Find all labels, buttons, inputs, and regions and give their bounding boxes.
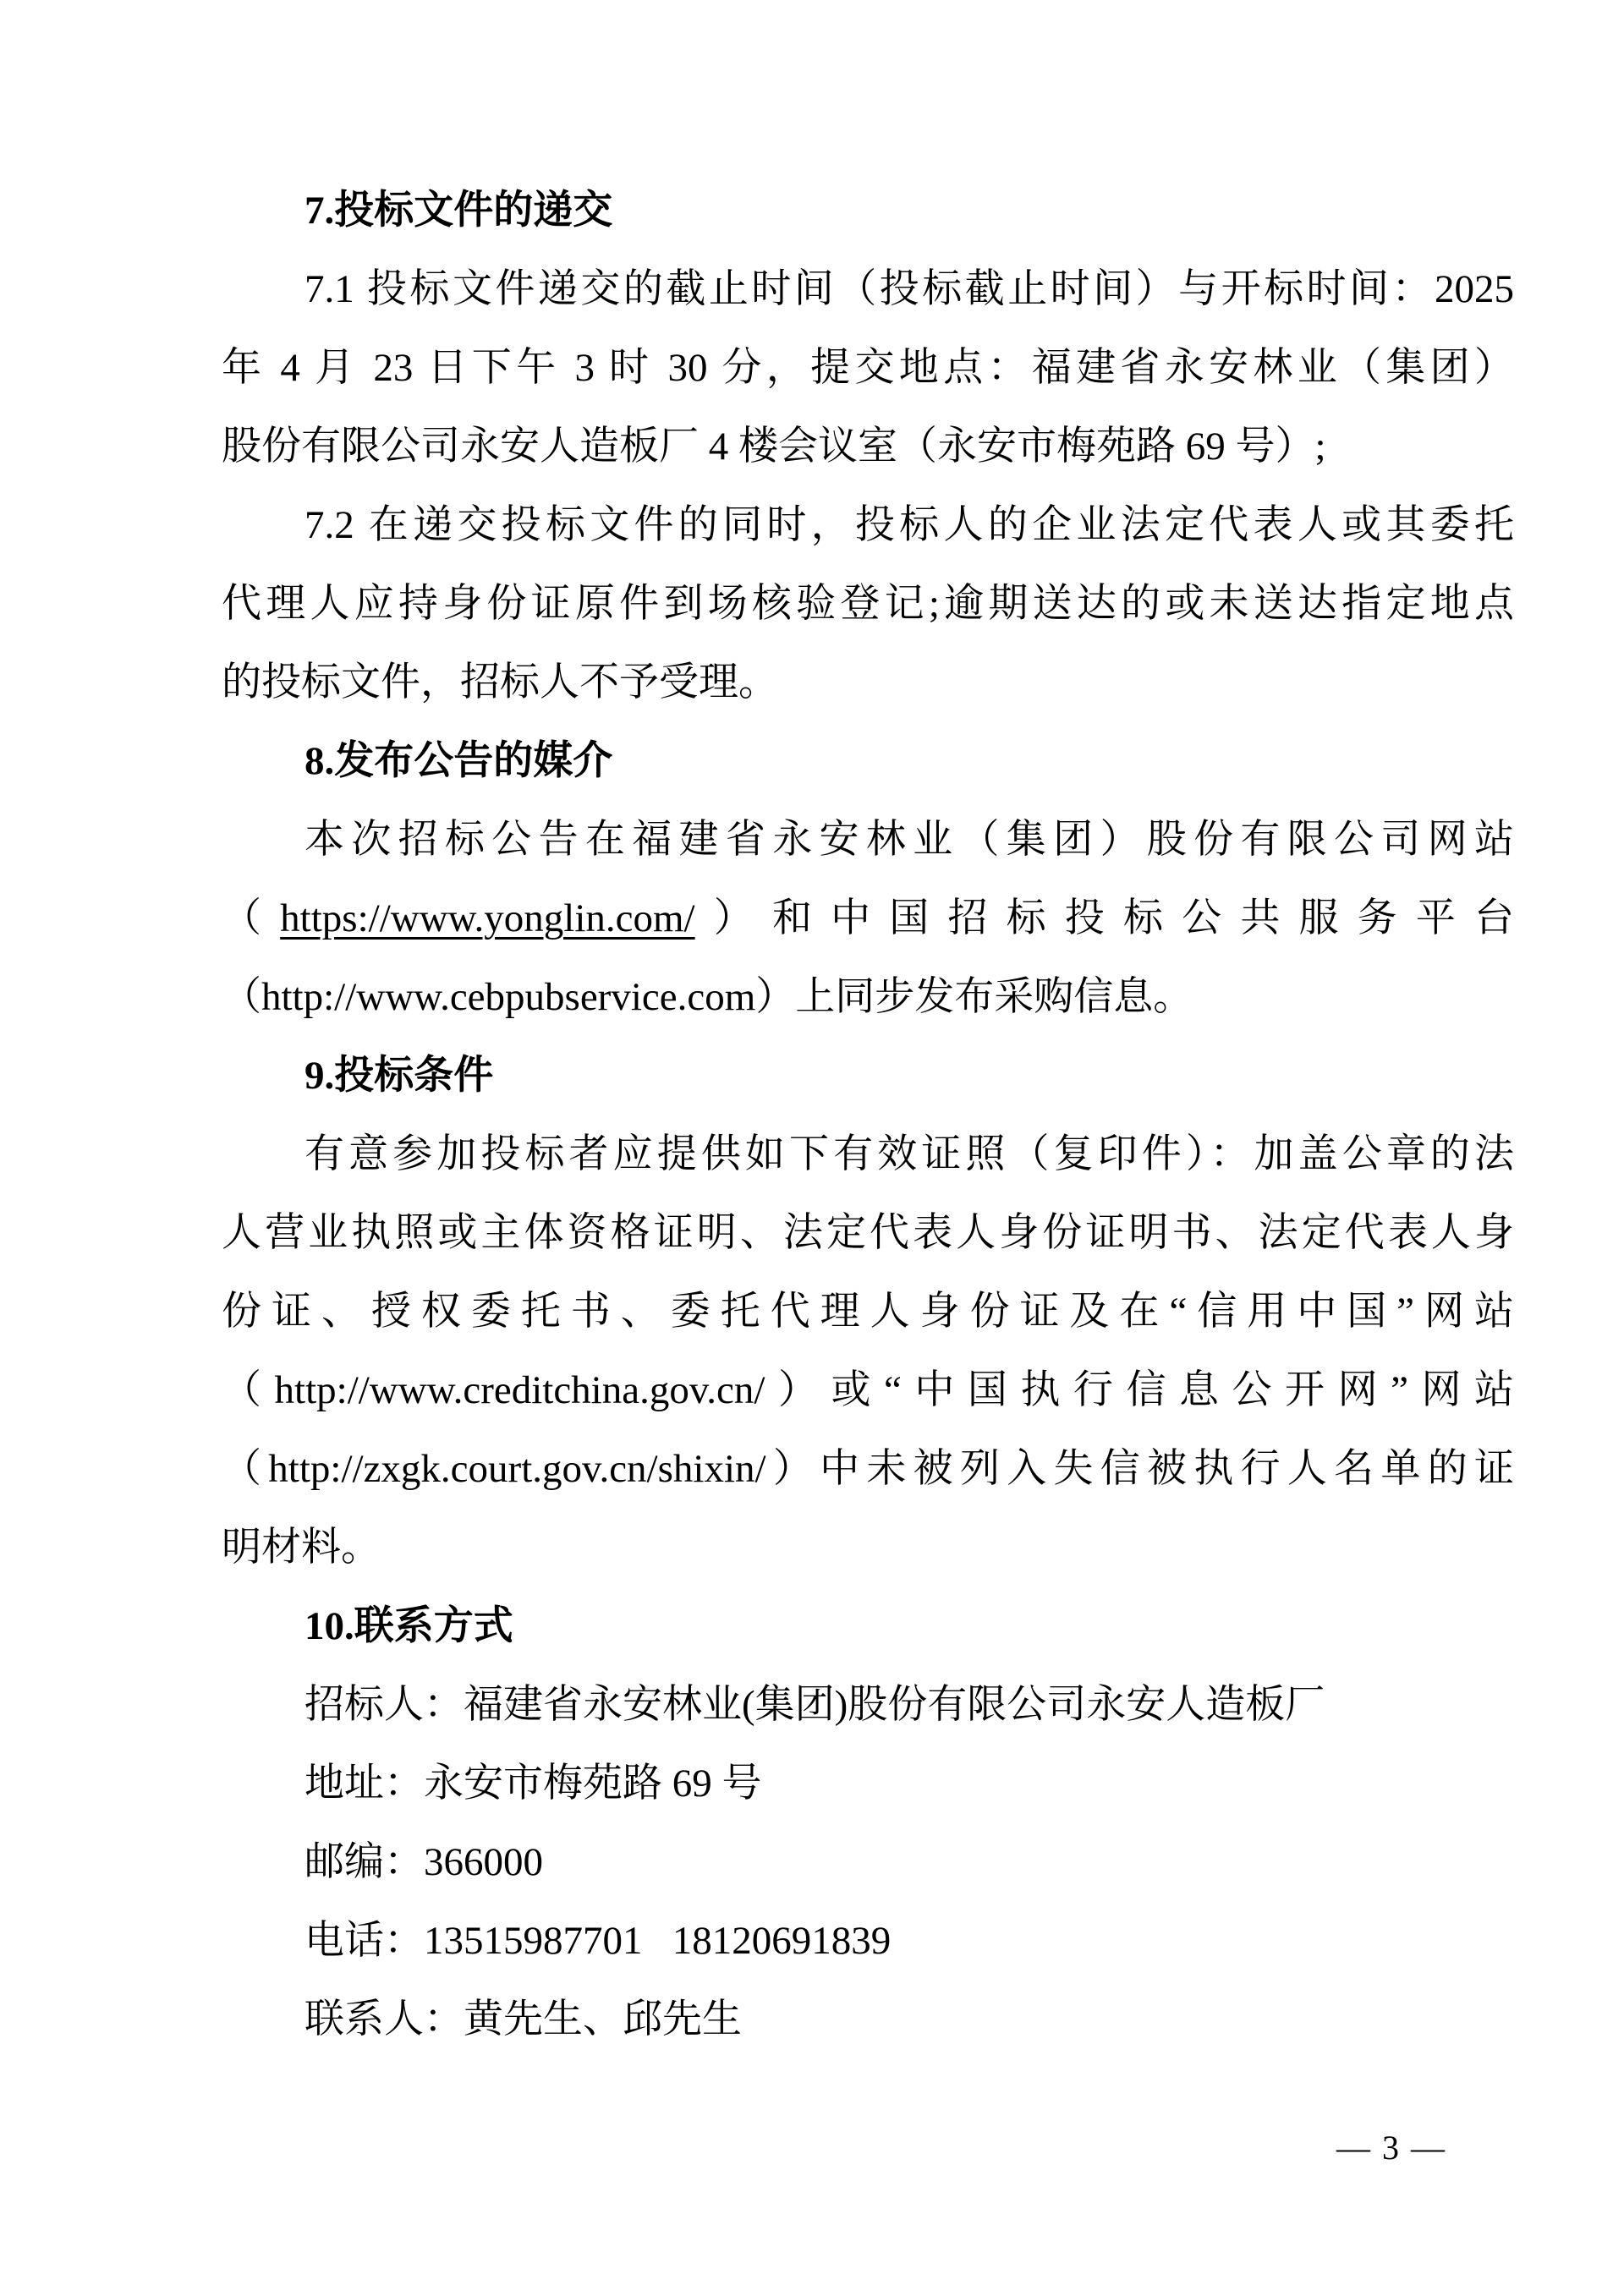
para-7-1-line-1: 7.1 投标文件递交的截止时间（投标截止时间）与开标时间：2025 [304, 267, 1514, 311]
contact-person-line: 联系人：黄先生、邱先生 [304, 1997, 742, 2041]
section-8-heading: 8.发布公告的媒介 [304, 739, 613, 783]
hyperlink-url[interactable]: https://www.yonglin.com/ [280, 896, 695, 940]
text-run: （ [222, 896, 281, 940]
page-number: — 3 — [1336, 2129, 1446, 2167]
section-10-heading: 10.联系方式 [304, 1604, 513, 1648]
para-9-line-2: 人营业执照或主体资格证明、法定代表人身份证明书、法定代表人身 [222, 1211, 1514, 1255]
section-9-heading: 9.投标条件 [304, 1054, 494, 1098]
para-8-line-3: （http://www.cebpubservice.com）上同步发布采购信息。 [222, 975, 1193, 1019]
para-9-line-4: （http://www.creditchina.gov.cn/）或“中国执行信息公开网”网站 [222, 1368, 1514, 1412]
para-9-line-6: 明材料。 [222, 1526, 381, 1570]
para-7-2-line-3: 的投标文件，招标人不予受理。 [222, 660, 778, 704]
para-8-line-1: 本次招标公告在福建省永安林业（集团）股份有限公司网站 [304, 818, 1514, 862]
section-7-heading: 7.投标文件的递交 [304, 189, 613, 233]
contact-address-line: 地址：永安市梅苑路 69 号 [304, 1762, 762, 1806]
contact-postcode-line: 邮编：366000 [304, 1840, 543, 1884]
para-8-line-2 [222, 879, 1514, 958]
para-7-2-line-1: 7.2 在递交投标文件的同时，投标人的企业法定代表人或其委托 [304, 503, 1514, 547]
para-9-line-5: （http://zxgk.court.gov.cn/shixin/）中未被列入失信被执行人名单的证 [222, 1447, 1514, 1491]
contact-tenderer-line: 招标人：福建省永安林业(集团)股份有限公司永安人造板厂 [304, 1683, 1325, 1727]
para-9-line-3: 份证、授权委托书、委托代理人身份证及在“信用中国”网站 [222, 1290, 1514, 1334]
para-9-line-1: 有意参加投标者应提供如下有效证照（复印件）：加盖公章的法 [304, 1132, 1514, 1176]
document-body [222, 172, 1514, 2059]
text-run: ）和中国招标投标公共服务平台 [694, 896, 1515, 940]
para-7-2-line-2: 代理人应持身份证原件到场核验登记;逾期送达的或未送达指定地点 [222, 582, 1514, 626]
contact-phone-line: 电话：13515987701 18120691839 [304, 1919, 892, 1963]
para-7-1-line-2: 年 4 月 23 日下午 3 时 30 分，提交地点：福建省永安林业（集团） [222, 346, 1514, 390]
para-7-1-line-3: 股份有限公司永安人造板厂 4 楼会议室（永安市梅苑路 69 号）; [222, 425, 1326, 469]
